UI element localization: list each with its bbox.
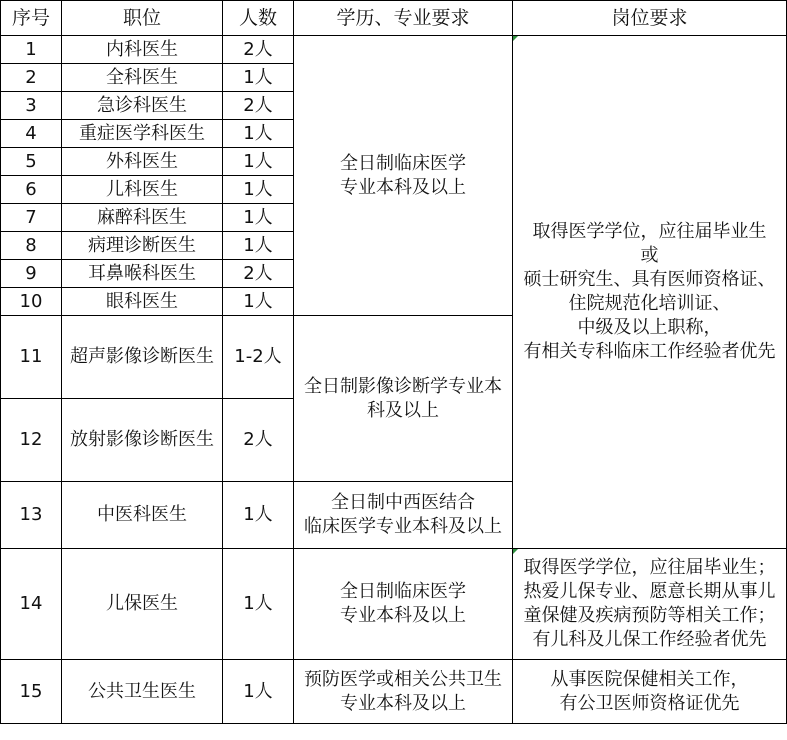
row-count: 1-2人 <box>223 316 294 399</box>
requirements-row-14 <box>513 549 787 660</box>
header-count: 人数 <box>223 1 294 36</box>
row-count: 1人 <box>223 482 294 549</box>
row-count: 2人 <box>223 399 294 482</box>
education-row-14: 全日制临床医学 专业本科及以上 <box>294 549 513 660</box>
row-count: 1人 <box>223 64 294 92</box>
row-index: 8 <box>1 232 62 260</box>
header-row <box>1 1 787 36</box>
table-row <box>1 36 787 64</box>
header-index: 序号 <box>1 1 62 36</box>
education-group-1-10: 全日制临床医学 专业本科及以上 <box>294 36 513 316</box>
row-position: 全科医生 <box>62 64 223 92</box>
row-position: 放射影像诊断医生 <box>62 399 223 482</box>
requirements-group-1-13-text: 取得医学学位，应往届毕业生 或 硕士研究生、具有医师资格证、 住院规范化培训证、 中级及以上职称， 有相关专科临床工作经验者优先 <box>523 221 776 362</box>
row-index: 14 <box>1 549 62 660</box>
row-count: 2人 <box>223 92 294 120</box>
requirements-row-14-text: 取得医学学位，应往届毕业生； 热爱儿保专业、愿意长期从事儿 童保健及疾病预防等相关工作； 有儿科及儿保工作经验者优先 <box>523 557 776 650</box>
row-index: 10 <box>1 288 62 316</box>
row-position: 儿保医生 <box>62 549 223 660</box>
row-count: 1人 <box>223 148 294 176</box>
row-index: 2 <box>1 64 62 92</box>
row-index: 7 <box>1 204 62 232</box>
row-position: 公共卫生医生 <box>62 660 223 724</box>
row-count: 2人 <box>223 260 294 288</box>
education-group-11-12: 全日制影像诊断学专业本 科及以上 <box>294 316 513 482</box>
row-position: 超声影像诊断医生 <box>62 316 223 399</box>
row-index: 11 <box>1 316 62 399</box>
row-index: 3 <box>1 92 62 120</box>
row-index: 12 <box>1 399 62 482</box>
row-count: 1人 <box>223 288 294 316</box>
requirements-group-1-13 <box>513 36 787 549</box>
row-index: 15 <box>1 660 62 724</box>
table-row <box>1 549 787 660</box>
education-row-13: 全日制中西医结合 临床医学专业本科及以上 <box>294 482 513 549</box>
row-index: 4 <box>1 120 62 148</box>
row-position: 儿科医生 <box>62 176 223 204</box>
row-position: 急诊科医生 <box>62 92 223 120</box>
row-count: 1人 <box>223 232 294 260</box>
row-count: 1人 <box>223 549 294 660</box>
row-count: 1人 <box>223 204 294 232</box>
row-position: 重症医学科医生 <box>62 120 223 148</box>
row-position: 眼科医生 <box>62 288 223 316</box>
row-position: 病理诊断医生 <box>62 232 223 260</box>
row-index: 9 <box>1 260 62 288</box>
table-row <box>1 660 787 724</box>
row-count: 1人 <box>223 120 294 148</box>
row-index: 1 <box>1 36 62 64</box>
row-index: 13 <box>1 482 62 549</box>
header-education: 学历、专业要求 <box>294 1 513 36</box>
row-count: 1人 <box>223 176 294 204</box>
row-count: 2人 <box>223 36 294 64</box>
row-count: 1人 <box>223 660 294 724</box>
education-row-15: 预防医学或相关公共卫生 专业本科及以上 <box>294 660 513 724</box>
row-position: 耳鼻喉科医生 <box>62 260 223 288</box>
comment-marker-icon <box>513 549 518 554</box>
comment-marker-icon <box>513 36 518 41</box>
requirements-row-15: 从事医院保健相关工作， 有公卫医师资格证优先 <box>513 660 787 724</box>
row-position: 内科医生 <box>62 36 223 64</box>
row-position: 外科医生 <box>62 148 223 176</box>
header-position: 职位 <box>62 1 223 36</box>
row-position: 中医科医生 <box>62 482 223 549</box>
row-index: 6 <box>1 176 62 204</box>
header-requirements: 岗位要求 <box>513 1 787 36</box>
row-index: 5 <box>1 148 62 176</box>
row-position: 麻醉科医生 <box>62 204 223 232</box>
